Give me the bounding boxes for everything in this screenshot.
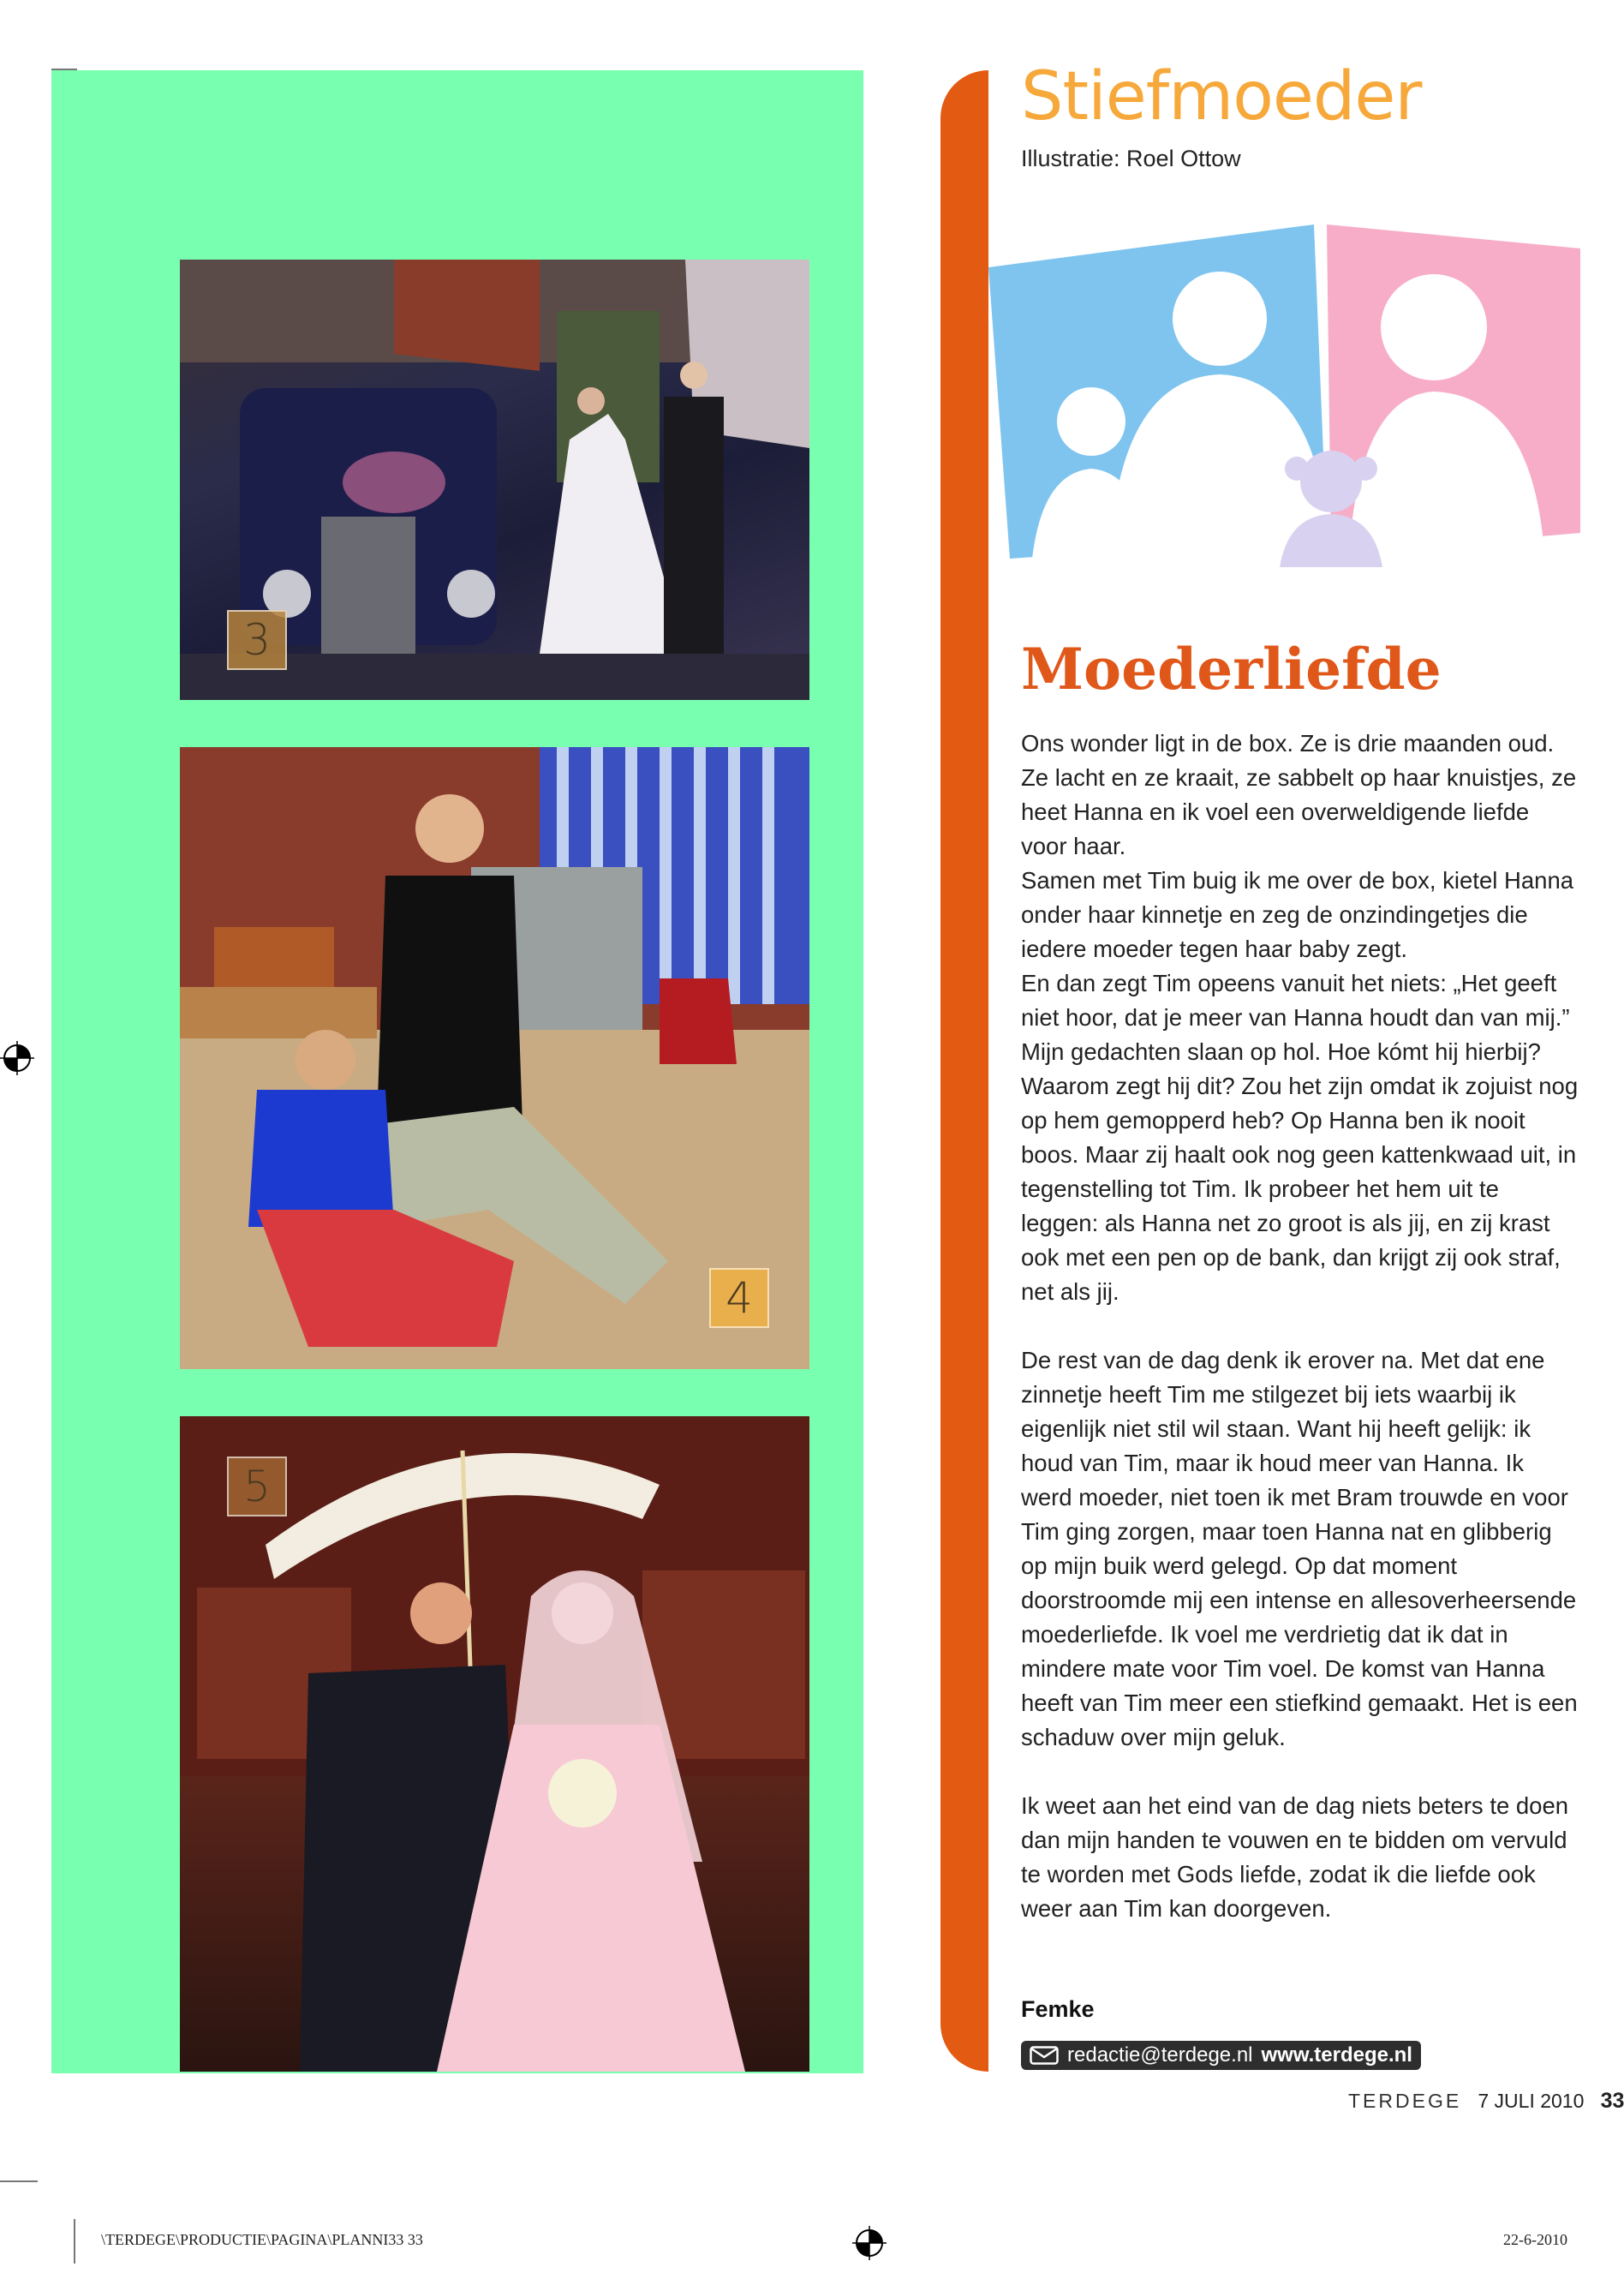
article-title: Moederliefde <box>1021 636 1442 703</box>
paragraph-text: Samen met Tim buig ik me over de box, kietel Hanna onder haar kinnetje en zeg de onzindingetjes die iedere moeder tegen haar baby zegt. <box>1021 867 1574 962</box>
orange-accent-bar <box>940 70 988 2072</box>
family-silhouette-illustration <box>988 224 1580 567</box>
footer-brand: TERDEGE <box>1348 2090 1462 2112</box>
photo-number-3: 3 <box>227 610 287 670</box>
crop-mark <box>51 69 77 70</box>
paragraph-text: En dan zegt Tim opeens vanuit het niets: „Het geeft niet hoor, dat je meer van Hanna houdt dan van mij.” Mijn gedachten slaan op hol. Hoe kómt hij hierbij? Waarom zegt hij dit? Zou het zijn omdat ik zojuist nog op hem gemopperd heb? Op Hanna ben ik nooit boos. Maar zij haalt ook nog geen kattenkwaad uit, in tegenstelling tot Tim. Ik probeer het hem uit te leggen: als Hanna net zo groot is als jij, en zij krast ook met een pen op de bank, dan krijgt zij ook straf, net als jij. <box>1021 970 1579 1305</box>
print-slug-path: \TERDEGE\PRODUCTIE\PAGINA\PLANNI33 33 <box>101 2231 423 2248</box>
photo-number-4: 4 <box>709 1268 769 1328</box>
article-body <box>1021 727 1580 1926</box>
photo-number-5: 5 <box>227 1457 287 1516</box>
article-paragraph <box>1021 727 1580 1309</box>
registration-mark-icon <box>852 2226 887 2260</box>
crop-mark <box>74 2219 75 2264</box>
contact-box <box>1021 2041 1421 2070</box>
mail-icon <box>1030 2046 1059 2065</box>
contact-email-link[interactable]: redactie@terdege.nl <box>1067 2043 1253 2067</box>
page-number: 33 <box>1600 2089 1624 2113</box>
paragraph-text: Ons wonder ligt in de box. Ze is drie maanden oud. Ze lacht en ze kraait, ze sabbelt op haar knuistjes, ze heet Hanna en ik voel een overweldigende liefde voor haar. <box>1021 730 1577 859</box>
contact-website-link[interactable]: www.terdege.nl <box>1261 2043 1412 2067</box>
illustration-credit: Illustratie: Roel Ottow <box>1021 146 1241 171</box>
registration-mark-icon <box>0 1041 34 1075</box>
author-name: Femke <box>1021 1996 1095 2022</box>
article-paragraph: Ik weet aan het eind van de dag niets beters te doen dan mijn handen te vouwen en te bidden om vervuld te worden met Gods liefde, zodat ik die liefde ook weer aan Tim kan doorgeven. <box>1021 1792 1569 1922</box>
crop-mark <box>0 2180 38 2182</box>
print-slug-date: 22-6-2010 <box>1503 2231 1567 2248</box>
section-title: Stiefmoeder <box>1021 58 1422 135</box>
article-paragraph: De rest van de dag denk ik erover na. Met dat ene zinnetje heeft Tim me stilgezet bij iets waarbij ik eigenlijk niet stil wil staan. Want hij heeft gelijk: ik houd van Tim, maar ik houd meer van Hanna. Ik werd moeder, niet toen ik met Bram trouwde en voor Tim ging zorgen, maar toen Hanna nat en glibberig op mijn buik werd gelegd. Op dat moment doorstroomde mij een intense en allesoverheersende moederliefde. Ik voel me verdrietig dat ik dat in mindere mate voor Tim voel. De komst van Hanna heeft van Tim meer een stiefkind gemaakt. Het is een schaduw over mijn geluk. <box>1021 1347 1578 1750</box>
footer-date: 7 JULI 2010 <box>1478 2090 1585 2112</box>
page-footer <box>1348 2089 1624 2114</box>
